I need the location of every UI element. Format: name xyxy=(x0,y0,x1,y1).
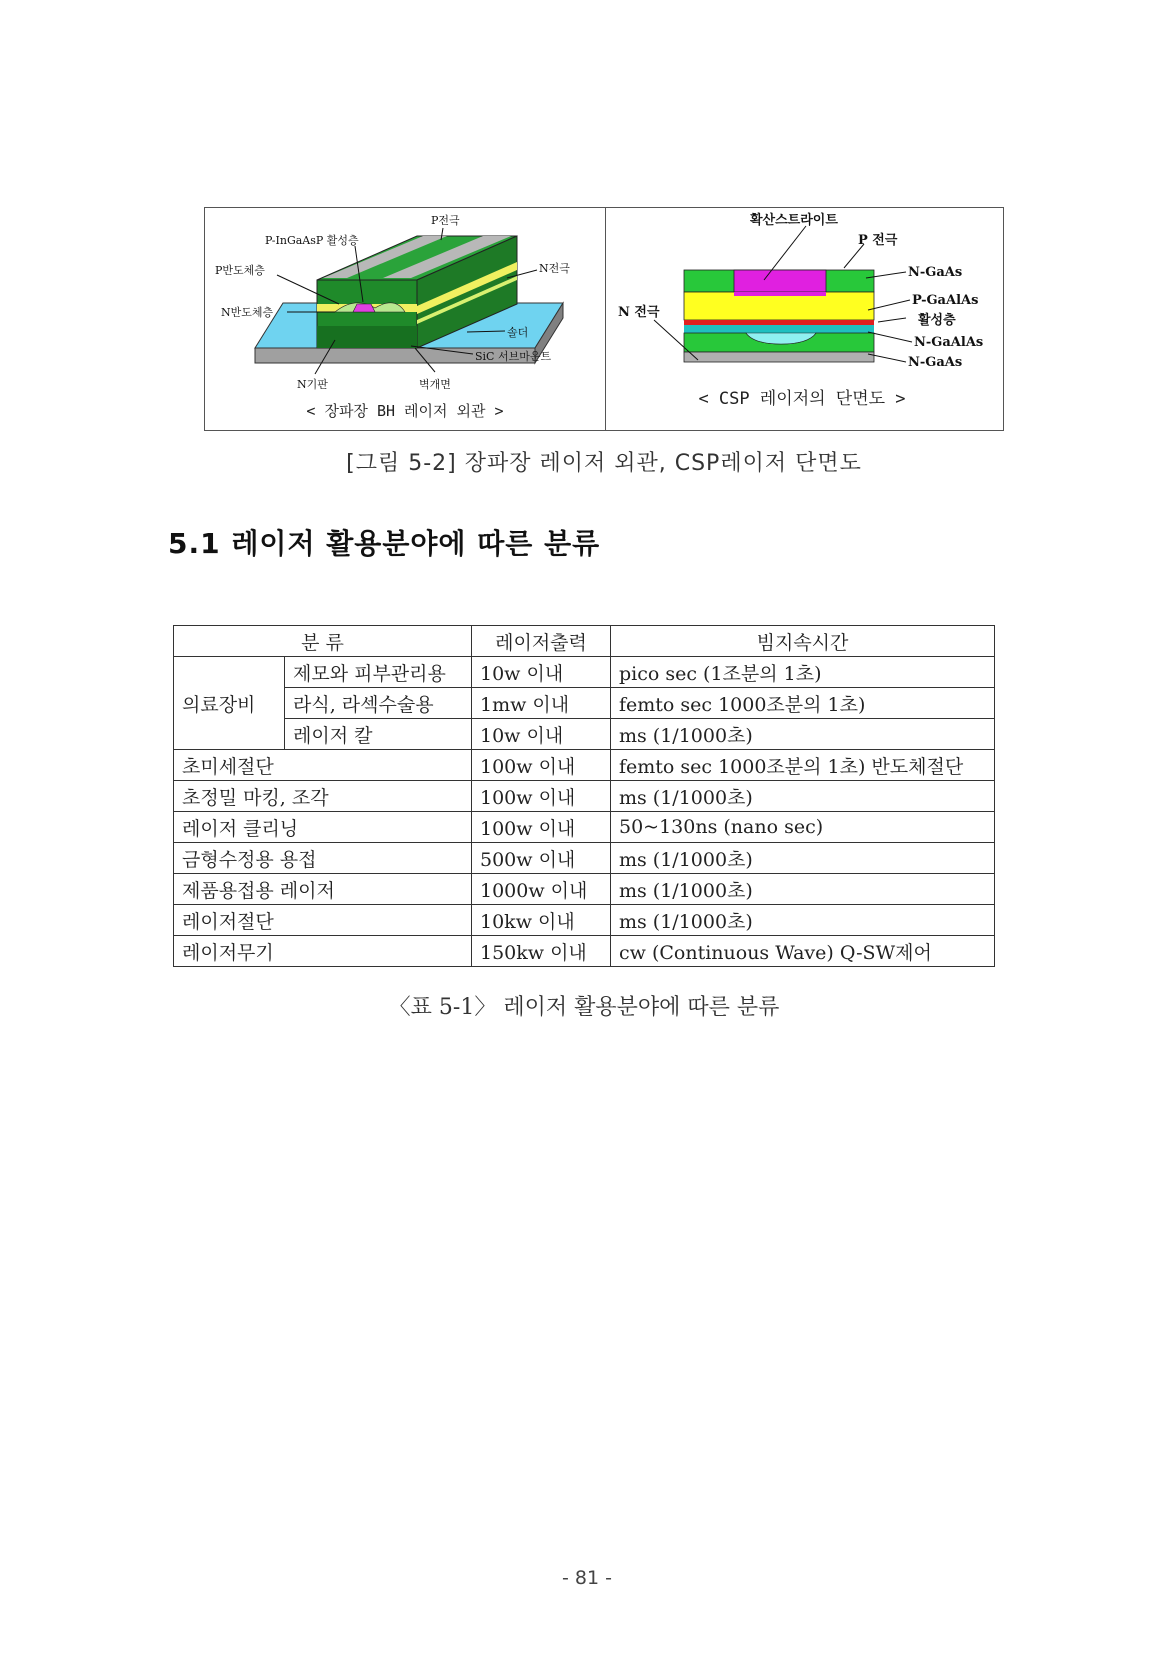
left-panel-caption: < 장파장 BH 레이저 외관 > xyxy=(306,402,504,420)
output-cell: 100w 이내 xyxy=(472,781,611,812)
output-cell: 1mw 이내 xyxy=(472,688,611,719)
duration-cell: ms (1/1000초) xyxy=(611,874,995,905)
output-cell: 500w 이내 xyxy=(472,843,611,874)
label-n-semi: N반도체층 xyxy=(221,306,274,319)
table-row xyxy=(174,936,995,967)
medical-sub-cell: 레이저 칼 xyxy=(285,719,472,750)
label-p-electrode: P전극 xyxy=(431,214,460,227)
duration-cell: pico sec (1조분의 1초) xyxy=(611,657,995,688)
duration-cell: ms (1/1000초) xyxy=(611,843,995,874)
page-number: - 81 - xyxy=(562,1567,612,1589)
table-caption: 〈표 5-1〉 레이저 활용분야에 따른 분류 xyxy=(388,995,780,1020)
category-cell: 초미세절단 xyxy=(174,750,472,781)
label-n-gaas-bottom: N-GaAs xyxy=(908,355,963,370)
table-row xyxy=(174,874,995,905)
label-n-gaalas: N-GaAlAs xyxy=(914,335,984,350)
table-row xyxy=(174,905,995,936)
label-diffusion-stripe: 확산스트라이트 xyxy=(750,213,838,228)
medical-sub-cell: 제모와 피부관리용 xyxy=(285,657,472,688)
duration-cell: femto sec 1000조분의 1초) xyxy=(611,688,995,719)
table-row xyxy=(174,719,995,750)
category-cell: 금형수정용 용접 xyxy=(174,843,472,874)
output-cell: 100w 이내 xyxy=(472,812,611,843)
label-cleaved-face: 벽개면 xyxy=(419,378,451,391)
label-active-layer: P-InGaAsP 활성층 xyxy=(265,234,359,247)
output-cell: 100w 이내 xyxy=(472,750,611,781)
output-cell: 150kw 이내 xyxy=(472,936,611,967)
category-cell: 레이저 클리닝 xyxy=(174,812,472,843)
label-active-layer-right: 활성층 xyxy=(918,313,956,328)
label-sic-submount: SiC 서브마운트 xyxy=(475,350,552,363)
duration-cell: ms (1/1000초) xyxy=(611,781,995,812)
label-solder: 솔더 xyxy=(507,326,529,339)
label-n-electrode: N전극 xyxy=(539,262,570,275)
laser-classification-table xyxy=(173,625,995,967)
header-category: 분 류 xyxy=(174,626,472,657)
bh-laser-exterior-panel xyxy=(205,208,605,430)
label-p-gaalas: P-GaAlAs xyxy=(912,293,979,308)
output-cell: 1000w 이내 xyxy=(472,874,611,905)
table-row xyxy=(174,750,995,781)
header-duration: 빔지속시간 xyxy=(611,626,995,657)
section-title: 5.1 레이저 활용분야에 따른 분류 xyxy=(168,527,601,560)
duration-cell: ms (1/1000초) xyxy=(611,905,995,936)
label-n-electrode-right: N 전극 xyxy=(618,305,660,320)
duration-cell: femto sec 1000조분의 1초) 반도체절단 xyxy=(611,750,995,781)
label-p-electrode-right: P 전극 xyxy=(858,233,898,248)
table-row xyxy=(174,812,995,843)
medical-category-cell: 의료장비 xyxy=(174,657,285,750)
table-row xyxy=(174,688,995,719)
label-n-gaas-top: N-GaAs xyxy=(908,265,963,280)
figure-5-2 xyxy=(204,207,1004,431)
category-cell: 초정밀 마킹, 조각 xyxy=(174,781,472,812)
csp-laser-diagram xyxy=(606,208,1003,430)
category-cell: 레이저절단 xyxy=(174,905,472,936)
csp-laser-section-panel xyxy=(606,208,1003,430)
label-p-semi: P반도체층 xyxy=(215,264,265,277)
duration-cell: ms (1/1000초) xyxy=(611,719,995,750)
output-cell: 10kw 이내 xyxy=(472,905,611,936)
header-output: 레이저출력 xyxy=(472,626,611,657)
figure-caption: [그림 5-2] 장파장 레이저 외관, CSP레이저 단면도 xyxy=(346,451,862,476)
duration-cell: cw (Continuous Wave) Q-SW제어 xyxy=(611,936,995,967)
duration-cell: 50~130ns (nano sec) xyxy=(611,812,995,843)
output-cell: 10w 이내 xyxy=(472,719,611,750)
table-row xyxy=(174,657,995,688)
bh-laser-diagram xyxy=(205,208,605,430)
category-cell: 레이저무기 xyxy=(174,936,472,967)
right-panel-caption: < CSP 레이저의 단면도 > xyxy=(698,389,906,409)
medical-sub-cell: 라식, 라섹수술용 xyxy=(285,688,472,719)
table-row xyxy=(174,843,995,874)
table-header-row xyxy=(174,626,995,657)
output-cell: 10w 이내 xyxy=(472,657,611,688)
table-row xyxy=(174,781,995,812)
category-cell: 제품용접용 레이저 xyxy=(174,874,472,905)
label-n-substrate: N기판 xyxy=(297,378,328,391)
